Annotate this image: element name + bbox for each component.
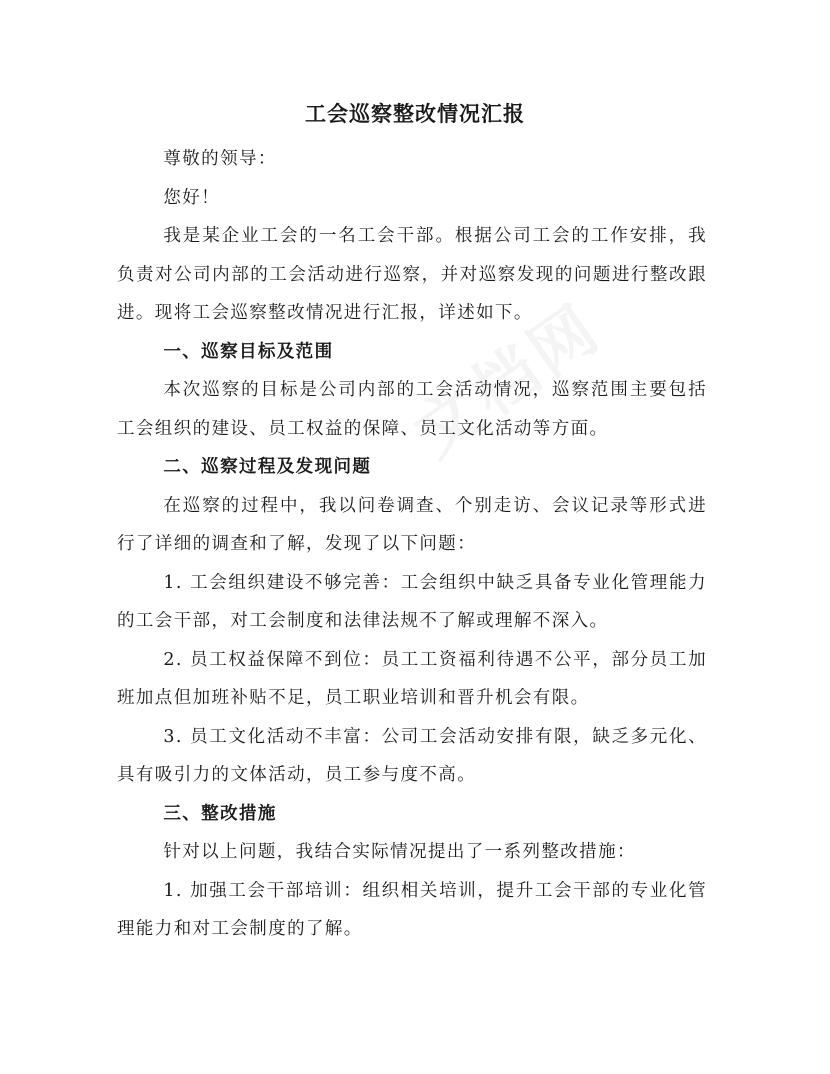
section-heading-2: 二、巡察过程及发现问题 <box>163 457 372 477</box>
section-heading-1: 一、巡察目标及范围 <box>163 341 334 362</box>
document-body <box>117 140 707 949</box>
page-title: 工会巡察整改情况汇报 <box>305 102 525 126</box>
measure-item-1: 1. 加强工会干部培训：组织相关培训，提升工会干部的专业化管理能力和对工会制度的了解。 <box>117 880 707 939</box>
issue-item-2: 2. 员工权益保障不到位：员工工资福利待遇不公平，部分员工加班加点但加班补贴不足，员工职业培训和晋升机会有限。 <box>117 649 707 708</box>
section-2-paragraph: 在巡察的过程中，我以问卷调查、个别走访、会议记录等形式进行了详细的调查和了解，发现了以下问题： <box>117 495 707 554</box>
issue-item-3: 3. 员工文化活动不丰富：公司工会活动安排有限，缺乏多元化、具有吸引力的文体活动，员工参与度不高。 <box>117 726 707 785</box>
intro-paragraph: 我是某企业工会的一名工会干部。根据公司工会的工作安排，我负责对公司内部的工会活动进行巡察，并对巡察发现的问题进行整改跟进。现将工会巡察整改情况进行汇报，详述如下。 <box>117 226 707 323</box>
salutation: 尊敬的领导： <box>163 149 277 169</box>
section-3-paragraph: 针对以上问题，我结合实际情况提出了一系列整改措施： <box>163 842 636 862</box>
issue-item-1: 1. 工会组织建设不够完善：工会组织中缺乏具备专业化管理能力的工会干部，对工会制度和法律法规不了解或理解不深入。 <box>117 572 707 631</box>
section-heading-3: 三、整改措施 <box>163 803 277 824</box>
section-1-paragraph: 本次巡察的目标是公司内部的工会活动情况，巡察范围主要包括工会组织的建设、员工权益的保障、员工文化活动等方面。 <box>117 380 707 439</box>
greeting: 您好！ <box>163 187 221 208</box>
